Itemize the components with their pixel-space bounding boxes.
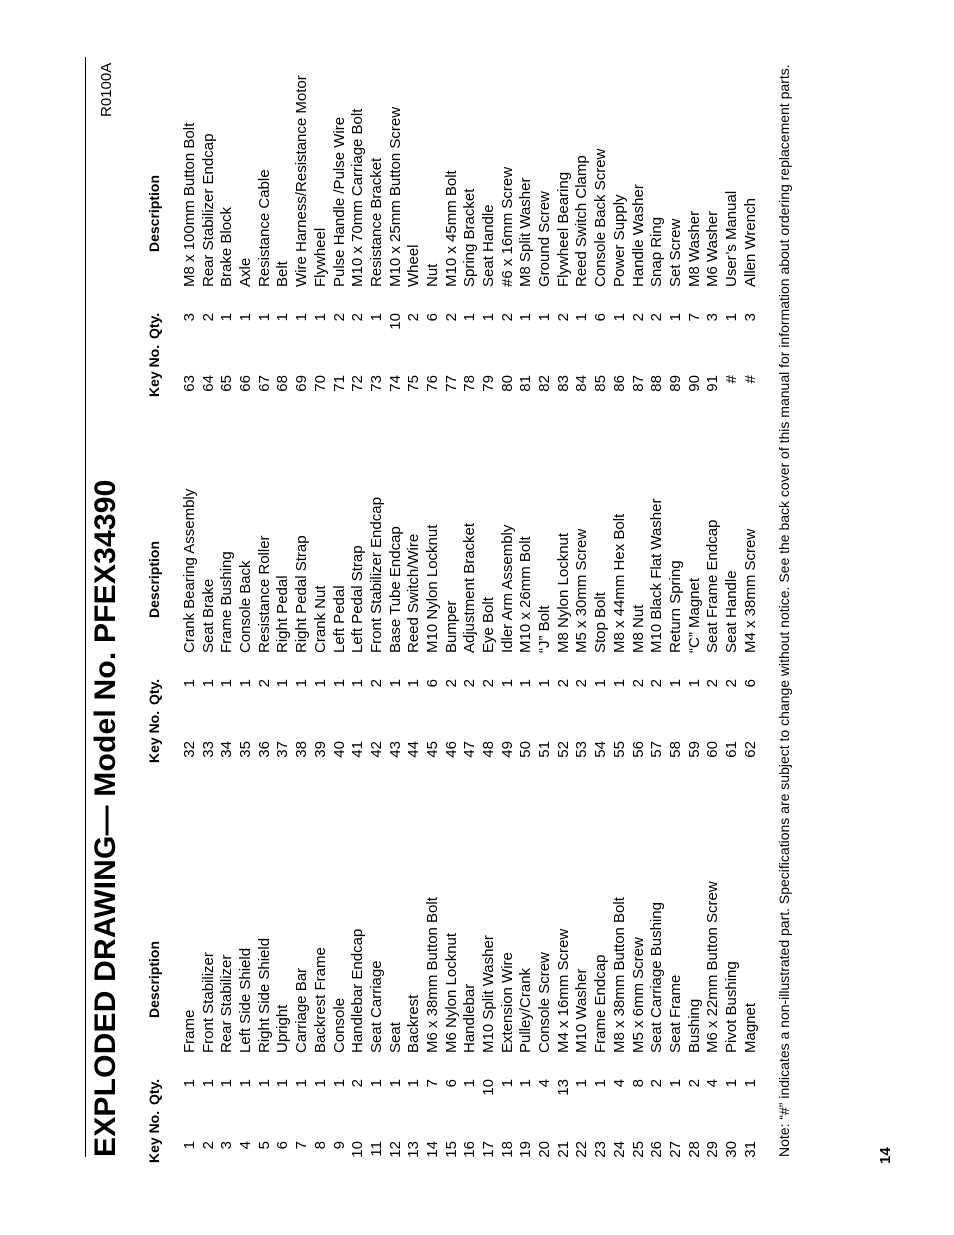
description-cell: Seat bbox=[386, 1022, 404, 1053]
key-no-cell: 33 bbox=[199, 741, 217, 758]
key-no-cell: 10 bbox=[349, 1141, 367, 1158]
qty-cell: 1 bbox=[480, 313, 497, 322]
qty-cell: 1 bbox=[199, 679, 217, 688]
header-qty: Qty. bbox=[146, 312, 162, 339]
qty-cell: 10 bbox=[386, 313, 404, 330]
description-cell: Right Side Shield bbox=[255, 937, 273, 1053]
key-no-cell: 88 bbox=[648, 375, 666, 392]
key-no-cell: 19 bbox=[517, 1141, 535, 1158]
qty-cell: 2 bbox=[405, 313, 423, 322]
description-cell: Handlebar bbox=[461, 983, 479, 1053]
page-number: 14 bbox=[877, 1147, 894, 1164]
key-no-cell: 87 bbox=[629, 375, 647, 392]
description-cell: Seat Carriage Bushing bbox=[648, 902, 666, 1053]
key-no-cell: 44 bbox=[405, 741, 423, 758]
key-no-cell: 41 bbox=[349, 741, 367, 758]
qty-cell: 1 bbox=[237, 313, 255, 322]
qty-cell: 2 bbox=[367, 679, 385, 688]
description-cell: Left Side Shield bbox=[237, 947, 255, 1053]
qty-cell: 2 bbox=[629, 313, 647, 322]
qty-cell: 2 bbox=[498, 313, 516, 322]
description-cell: Backrest bbox=[405, 994, 423, 1053]
key-no-cell: 82 bbox=[536, 375, 554, 392]
key-no-cell: 30 bbox=[722, 1141, 740, 1158]
qty-cell: 1 bbox=[722, 313, 740, 322]
key-no-cell: 55 bbox=[610, 741, 628, 758]
key-no-cell: 51 bbox=[536, 741, 554, 758]
qty-cell: 1 bbox=[610, 679, 628, 688]
description-cell: Adjustment Bracket bbox=[461, 522, 479, 653]
key-no-cell: 13 bbox=[405, 1141, 423, 1158]
key-no-cell: 1 bbox=[181, 1141, 198, 1150]
description-cell: Brake Block bbox=[218, 206, 236, 287]
key-no-cell: 8 bbox=[311, 1141, 329, 1150]
description-cell: Axle bbox=[237, 257, 255, 287]
description-cell: M8 x 38mm Button Bolt bbox=[610, 897, 628, 1053]
description-cell: Bumper bbox=[442, 600, 460, 653]
qty-cell: 4 bbox=[536, 1079, 554, 1088]
qty-cell: 6 bbox=[423, 679, 441, 688]
description-cell: “J” Bolt bbox=[536, 605, 554, 653]
header-qty: Qty. bbox=[146, 1078, 162, 1105]
description-cell: Snap Ring bbox=[648, 216, 666, 287]
key-no-cell: 45 bbox=[423, 741, 441, 758]
qty-cell: 3 bbox=[704, 313, 722, 322]
key-no-cell: 28 bbox=[685, 1141, 703, 1158]
qty-cell: 1 bbox=[237, 679, 255, 688]
description-cell: Rear Stabilizer bbox=[218, 954, 236, 1053]
qty-cell: 1 bbox=[274, 313, 292, 322]
qty-cell: 1 bbox=[181, 679, 198, 688]
description-cell: #6 x 16mm Screw bbox=[498, 166, 516, 287]
description-cell: M5 x 6mm Screw bbox=[629, 937, 647, 1053]
qty-cell: 1 bbox=[461, 1079, 479, 1088]
qty-cell: 1 bbox=[573, 1079, 591, 1088]
qty-cell: 1 bbox=[666, 679, 684, 688]
key-no-cell: 22 bbox=[573, 1141, 591, 1158]
key-no-cell: 23 bbox=[592, 1141, 610, 1158]
description-cell: Wire Harness/Resistance Motor bbox=[293, 75, 311, 287]
qty-cell: 1 bbox=[237, 1079, 255, 1088]
header-rule bbox=[85, 57, 86, 1157]
qty-cell: 2 bbox=[255, 679, 273, 688]
key-no-cell: 71 bbox=[330, 375, 348, 392]
header-description: Description bbox=[146, 174, 162, 252]
key-no-cell: 7 bbox=[293, 1141, 311, 1150]
description-cell: Power Supply bbox=[610, 194, 628, 287]
qty-cell: 1 bbox=[181, 1079, 198, 1088]
qty-cell: 2 bbox=[199, 313, 217, 322]
description-cell: M8 x 100mm Button Bolt bbox=[181, 122, 198, 287]
key-no-cell: 25 bbox=[629, 1141, 647, 1158]
revision-code: R0100A bbox=[98, 62, 115, 117]
description-cell: M8 Washer bbox=[685, 210, 703, 287]
qty-cell: 1 bbox=[536, 679, 554, 688]
description-cell: Frame bbox=[181, 1009, 198, 1053]
qty-cell: 1 bbox=[293, 1079, 311, 1088]
description-cell: Seat Carriage bbox=[367, 960, 385, 1053]
key-no-cell: 29 bbox=[704, 1141, 722, 1158]
description-cell: Pivot Bushing bbox=[722, 961, 740, 1053]
description-cell: Flywheel bbox=[311, 227, 329, 287]
qty-cell: 1 bbox=[498, 1079, 516, 1088]
description-cell: Resistance Cable bbox=[255, 169, 273, 287]
description-cell: Front Stabilizer Endcap bbox=[367, 497, 385, 653]
qty-cell: 1 bbox=[199, 1079, 217, 1088]
description-cell: Seat Frame Endcap bbox=[704, 519, 722, 653]
key-no-cell: 77 bbox=[442, 375, 460, 392]
description-cell: Resistance Roller bbox=[255, 535, 273, 653]
key-no-cell: 9 bbox=[330, 1141, 348, 1150]
key-no-cell: 72 bbox=[349, 375, 367, 392]
key-no-cell: 59 bbox=[685, 741, 703, 758]
description-cell: M10 x 26mm Bolt bbox=[517, 536, 535, 653]
key-no-cell: 21 bbox=[554, 1141, 572, 1158]
key-no-cell: 18 bbox=[498, 1141, 516, 1158]
qty-cell: 6 bbox=[442, 1079, 460, 1088]
qty-cell: 1 bbox=[536, 313, 554, 322]
key-no-cell: 40 bbox=[330, 741, 348, 758]
qty-cell: 2 bbox=[648, 679, 666, 688]
description-cell: Rear Stabilizer Endcap bbox=[199, 133, 217, 287]
key-no-cell: 86 bbox=[610, 375, 628, 392]
description-cell: Backrest Frame bbox=[311, 947, 329, 1053]
qty-cell: 1 bbox=[386, 679, 404, 688]
description-cell: M10 Washer bbox=[573, 968, 591, 1053]
qty-cell: 7 bbox=[423, 1079, 441, 1088]
key-no-cell: 91 bbox=[704, 375, 722, 392]
qty-cell: 2 bbox=[349, 1079, 367, 1088]
key-no-cell: 31 bbox=[741, 1141, 759, 1158]
key-no-cell: 78 bbox=[461, 375, 479, 392]
description-cell: M10 x 70mm Carriage Bolt bbox=[349, 108, 367, 287]
qty-cell: 2 bbox=[480, 679, 497, 688]
qty-cell: 7 bbox=[685, 313, 703, 322]
key-no-cell: 24 bbox=[610, 1141, 628, 1158]
qty-cell: 1 bbox=[311, 1079, 329, 1088]
key-no-cell: 38 bbox=[293, 741, 311, 758]
qty-cell: 1 bbox=[610, 313, 628, 322]
key-no-cell: 68 bbox=[274, 375, 292, 392]
key-no-cell: 56 bbox=[629, 741, 647, 758]
description-cell: Left Pedal bbox=[330, 585, 348, 653]
qty-cell: 2 bbox=[554, 313, 572, 322]
key-no-cell: 69 bbox=[293, 375, 311, 392]
description-cell: Carriage Bar bbox=[293, 967, 311, 1053]
qty-cell: 1 bbox=[517, 313, 535, 322]
key-no-cell: 34 bbox=[218, 741, 236, 758]
description-cell: Seat Brake bbox=[199, 578, 217, 653]
key-no-cell: 65 bbox=[218, 375, 236, 392]
key-no-cell: 64 bbox=[199, 375, 217, 392]
qty-cell: 1 bbox=[218, 1079, 236, 1088]
header-key-no: Key No. bbox=[146, 1110, 162, 1163]
description-cell: Pulley/Crank bbox=[517, 967, 535, 1053]
header-key-no: Key No. bbox=[146, 344, 162, 397]
key-no-cell: 50 bbox=[517, 741, 535, 758]
key-no-cell: 90 bbox=[685, 375, 703, 392]
qty-cell: 1 bbox=[666, 1079, 684, 1088]
key-no-cell: 85 bbox=[592, 375, 610, 392]
description-cell: Seat Frame bbox=[666, 974, 684, 1053]
key-no-cell: 52 bbox=[554, 741, 572, 758]
qty-cell: 1 bbox=[293, 313, 311, 322]
qty-cell: 1 bbox=[255, 1079, 273, 1088]
key-no-cell: 12 bbox=[386, 1141, 404, 1158]
description-cell: Seat Handle bbox=[722, 570, 740, 653]
qty-cell: 2 bbox=[648, 313, 666, 322]
key-no-cell: 89 bbox=[666, 375, 684, 392]
header-key-no: Key No. bbox=[146, 710, 162, 763]
description-cell: Upright bbox=[274, 1004, 292, 1053]
key-no-cell: 2 bbox=[199, 1141, 217, 1150]
qty-cell: 2 bbox=[629, 679, 647, 688]
description-cell: M10 Split Washer bbox=[480, 935, 497, 1053]
description-cell: M6 Nylon Locknut bbox=[442, 932, 460, 1053]
key-no-cell: 6 bbox=[274, 1141, 292, 1150]
key-no-cell: 15 bbox=[442, 1141, 460, 1158]
qty-cell: 1 bbox=[517, 679, 535, 688]
qty-cell: 1 bbox=[386, 1079, 404, 1088]
description-cell: M6 x 38mm Button Bolt bbox=[423, 897, 441, 1053]
qty-cell: 3 bbox=[181, 313, 198, 322]
qty-cell: 6 bbox=[741, 679, 759, 688]
qty-cell: 1 bbox=[741, 1079, 759, 1088]
description-cell: Eye Bolt bbox=[480, 597, 497, 653]
qty-cell: 1 bbox=[218, 313, 236, 322]
qty-cell: 1 bbox=[274, 679, 292, 688]
description-cell: Idler Arm Assembly bbox=[498, 524, 516, 653]
key-no-cell: 58 bbox=[666, 741, 684, 758]
key-no-cell: 35 bbox=[237, 741, 255, 758]
description-cell: “C” Magnet bbox=[685, 577, 703, 653]
key-no-cell: 83 bbox=[554, 375, 572, 392]
key-no-cell: 57 bbox=[648, 741, 666, 758]
key-no-cell: 67 bbox=[255, 375, 273, 392]
key-no-cell: 27 bbox=[666, 1141, 684, 1158]
key-no-cell: 70 bbox=[311, 375, 329, 392]
key-no-cell: 46 bbox=[442, 741, 460, 758]
key-no-cell: 63 bbox=[181, 375, 198, 392]
key-no-cell: 53 bbox=[573, 741, 591, 758]
qty-cell: 1 bbox=[461, 313, 479, 322]
qty-cell: 1 bbox=[274, 1079, 292, 1088]
description-cell: Extension Wire bbox=[498, 952, 516, 1053]
key-no-cell: 48 bbox=[480, 741, 497, 758]
qty-cell: 2 bbox=[442, 313, 460, 322]
footnote: Note: “#” indicates a non-illustrated part. Specifications are subject to change without notice. See the back cover of this manual for information about ordering replacement parts. bbox=[776, 64, 792, 1157]
description-cell: Stop Bolt bbox=[592, 592, 610, 653]
key-no-cell: 26 bbox=[648, 1141, 666, 1158]
qty-cell: 1 bbox=[367, 313, 385, 322]
qty-cell: 1 bbox=[255, 313, 273, 322]
qty-cell: 1 bbox=[367, 1079, 385, 1088]
key-no-cell: 20 bbox=[536, 1141, 554, 1158]
qty-cell: 1 bbox=[498, 679, 516, 688]
description-cell: Console Back bbox=[237, 560, 255, 653]
qty-cell: 4 bbox=[610, 1079, 628, 1088]
qty-cell: 13 bbox=[554, 1079, 572, 1096]
description-cell: M8 Nylon Locknut bbox=[554, 532, 572, 653]
key-no-cell: 66 bbox=[237, 375, 255, 392]
key-no-cell: 37 bbox=[274, 741, 292, 758]
key-no-cell: 74 bbox=[386, 375, 404, 392]
key-no-cell: 54 bbox=[592, 741, 610, 758]
description-cell: Wheel bbox=[405, 244, 423, 287]
qty-cell: 2 bbox=[685, 1079, 703, 1088]
header-description: Description bbox=[146, 540, 162, 618]
description-cell: User’s Manual bbox=[722, 190, 740, 287]
qty-cell: 2 bbox=[554, 679, 572, 688]
description-cell: Bushing bbox=[685, 998, 703, 1053]
key-no-cell: 47 bbox=[461, 741, 479, 758]
key-no-cell: 61 bbox=[722, 741, 740, 758]
key-no-cell: 5 bbox=[255, 1141, 273, 1150]
qty-cell: 2 bbox=[648, 1079, 666, 1088]
key-no-cell: 49 bbox=[498, 741, 516, 758]
description-cell: M10 x 45mm Bolt bbox=[442, 170, 460, 287]
description-cell: Set Screw bbox=[666, 218, 684, 287]
description-cell: Left Pedal Strap bbox=[349, 545, 367, 653]
description-cell: Resistance Bracket bbox=[367, 157, 385, 287]
key-no-cell: 32 bbox=[181, 741, 198, 758]
key-no-cell: 39 bbox=[311, 741, 329, 758]
qty-cell: 1 bbox=[592, 679, 610, 688]
qty-cell: 6 bbox=[592, 313, 610, 322]
description-cell: Ground Screw bbox=[536, 191, 554, 287]
description-cell: Seat Handle bbox=[480, 204, 497, 287]
qty-cell: 1 bbox=[666, 313, 684, 322]
key-no-cell: 14 bbox=[423, 1141, 441, 1158]
qty-cell: 1 bbox=[405, 679, 423, 688]
description-cell: Frame Bushing bbox=[218, 551, 236, 653]
qty-cell: 1 bbox=[573, 313, 591, 322]
description-cell: M5 x 30mm Screw bbox=[573, 528, 591, 653]
key-no-cell: 43 bbox=[386, 741, 404, 758]
description-cell: Right Pedal Strap bbox=[293, 535, 311, 653]
qty-cell: 1 bbox=[685, 679, 703, 688]
key-no-cell: # bbox=[722, 375, 740, 384]
key-no-cell: 36 bbox=[255, 741, 273, 758]
qty-cell: 2 bbox=[330, 313, 348, 322]
qty-cell: 2 bbox=[349, 313, 367, 322]
description-cell: Belt bbox=[274, 261, 292, 287]
qty-cell: 2 bbox=[704, 679, 722, 688]
qty-cell: 1 bbox=[311, 679, 329, 688]
key-no-cell: 73 bbox=[367, 375, 385, 392]
header-qty: Qty. bbox=[146, 678, 162, 705]
key-no-cell: 16 bbox=[461, 1141, 479, 1158]
description-cell: Return Spring bbox=[666, 560, 684, 653]
description-cell: M4 x 38mm Screw bbox=[741, 528, 759, 653]
qty-cell: 6 bbox=[423, 313, 441, 322]
description-cell: M8 Split Washer bbox=[517, 177, 535, 287]
key-no-cell: 84 bbox=[573, 375, 591, 392]
qty-cell: 1 bbox=[311, 313, 329, 322]
qty-cell: 1 bbox=[330, 679, 348, 688]
description-cell: Base Tube Endcap bbox=[386, 526, 404, 653]
description-cell: Spring Bracket bbox=[461, 188, 479, 287]
key-no-cell: 62 bbox=[741, 741, 759, 758]
description-cell: M6 x 22mm Button Screw bbox=[704, 881, 722, 1053]
description-cell: M10 x 25mm Button Screw bbox=[386, 106, 404, 287]
description-cell: Nut bbox=[423, 263, 441, 287]
description-cell: Reed Switch Clamp bbox=[573, 155, 591, 287]
qty-cell: 2 bbox=[442, 679, 460, 688]
qty-cell: 8 bbox=[629, 1079, 647, 1088]
key-no-cell: 81 bbox=[517, 375, 535, 392]
qty-cell: 1 bbox=[405, 1079, 423, 1088]
qty-cell: 1 bbox=[592, 1079, 610, 1088]
key-no-cell: 75 bbox=[405, 375, 423, 392]
key-no-cell: 11 bbox=[367, 1141, 385, 1157]
page-title: EXPLODED DRAWING— Model No. PFEX34390 bbox=[89, 479, 122, 1157]
description-cell: Console Screw bbox=[536, 952, 554, 1053]
description-cell: Console bbox=[330, 997, 348, 1053]
description-cell: Handle Washer bbox=[629, 184, 647, 287]
description-cell: Right Pedal bbox=[274, 575, 292, 653]
qty-cell: 1 bbox=[349, 679, 367, 688]
description-cell: Handlebar Endcap bbox=[349, 928, 367, 1053]
description-cell: Reed Switch/Wire bbox=[405, 533, 423, 653]
description-cell: M6 Washer bbox=[704, 210, 722, 287]
header-description: Description bbox=[146, 940, 162, 1018]
key-no-cell: 3 bbox=[218, 1141, 236, 1150]
qty-cell: 2 bbox=[461, 679, 479, 688]
description-cell: Crank Bearing Assembly bbox=[181, 488, 198, 653]
key-no-cell: 80 bbox=[498, 375, 516, 392]
qty-cell: 1 bbox=[330, 1079, 348, 1088]
description-cell: Front Stabilizer bbox=[199, 952, 217, 1053]
key-no-cell: 76 bbox=[423, 375, 441, 392]
key-no-cell: # bbox=[741, 375, 759, 384]
description-cell: Console Back Screw bbox=[592, 148, 610, 287]
description-cell: M4 x 16mm Screw bbox=[554, 928, 572, 1053]
description-cell: M10 Nylon Locknut bbox=[423, 524, 441, 653]
description-cell: Magnet bbox=[741, 1002, 759, 1053]
description-cell: Frame Endcap bbox=[592, 954, 610, 1053]
key-no-cell: 4 bbox=[237, 1141, 255, 1150]
description-cell: Allen Wrench bbox=[741, 198, 759, 287]
description-cell: Flywheel Bearing bbox=[554, 171, 572, 287]
key-no-cell: 60 bbox=[704, 741, 722, 758]
qty-cell: 1 bbox=[722, 1079, 740, 1088]
qty-cell: 1 bbox=[517, 1079, 535, 1088]
qty-cell: 4 bbox=[704, 1079, 722, 1088]
description-cell: M8 x 44mm Hex Bolt bbox=[610, 513, 628, 653]
description-cell: M10 Black Flat Washer bbox=[648, 498, 666, 653]
qty-cell: 1 bbox=[293, 679, 311, 688]
description-cell: Crank Nut bbox=[311, 585, 329, 653]
key-no-cell: 79 bbox=[480, 375, 497, 392]
qty-cell: 1 bbox=[218, 679, 236, 688]
key-no-cell: 42 bbox=[367, 741, 385, 758]
key-no-cell: 17 bbox=[480, 1141, 497, 1158]
qty-cell: 2 bbox=[573, 679, 591, 688]
qty-cell: 2 bbox=[722, 679, 740, 688]
description-cell: M8 Nut bbox=[629, 604, 647, 653]
description-cell: Pulse Handle /Pulse Wire bbox=[330, 116, 348, 287]
qty-cell: 3 bbox=[741, 313, 759, 322]
qty-cell: 10 bbox=[480, 1079, 497, 1096]
